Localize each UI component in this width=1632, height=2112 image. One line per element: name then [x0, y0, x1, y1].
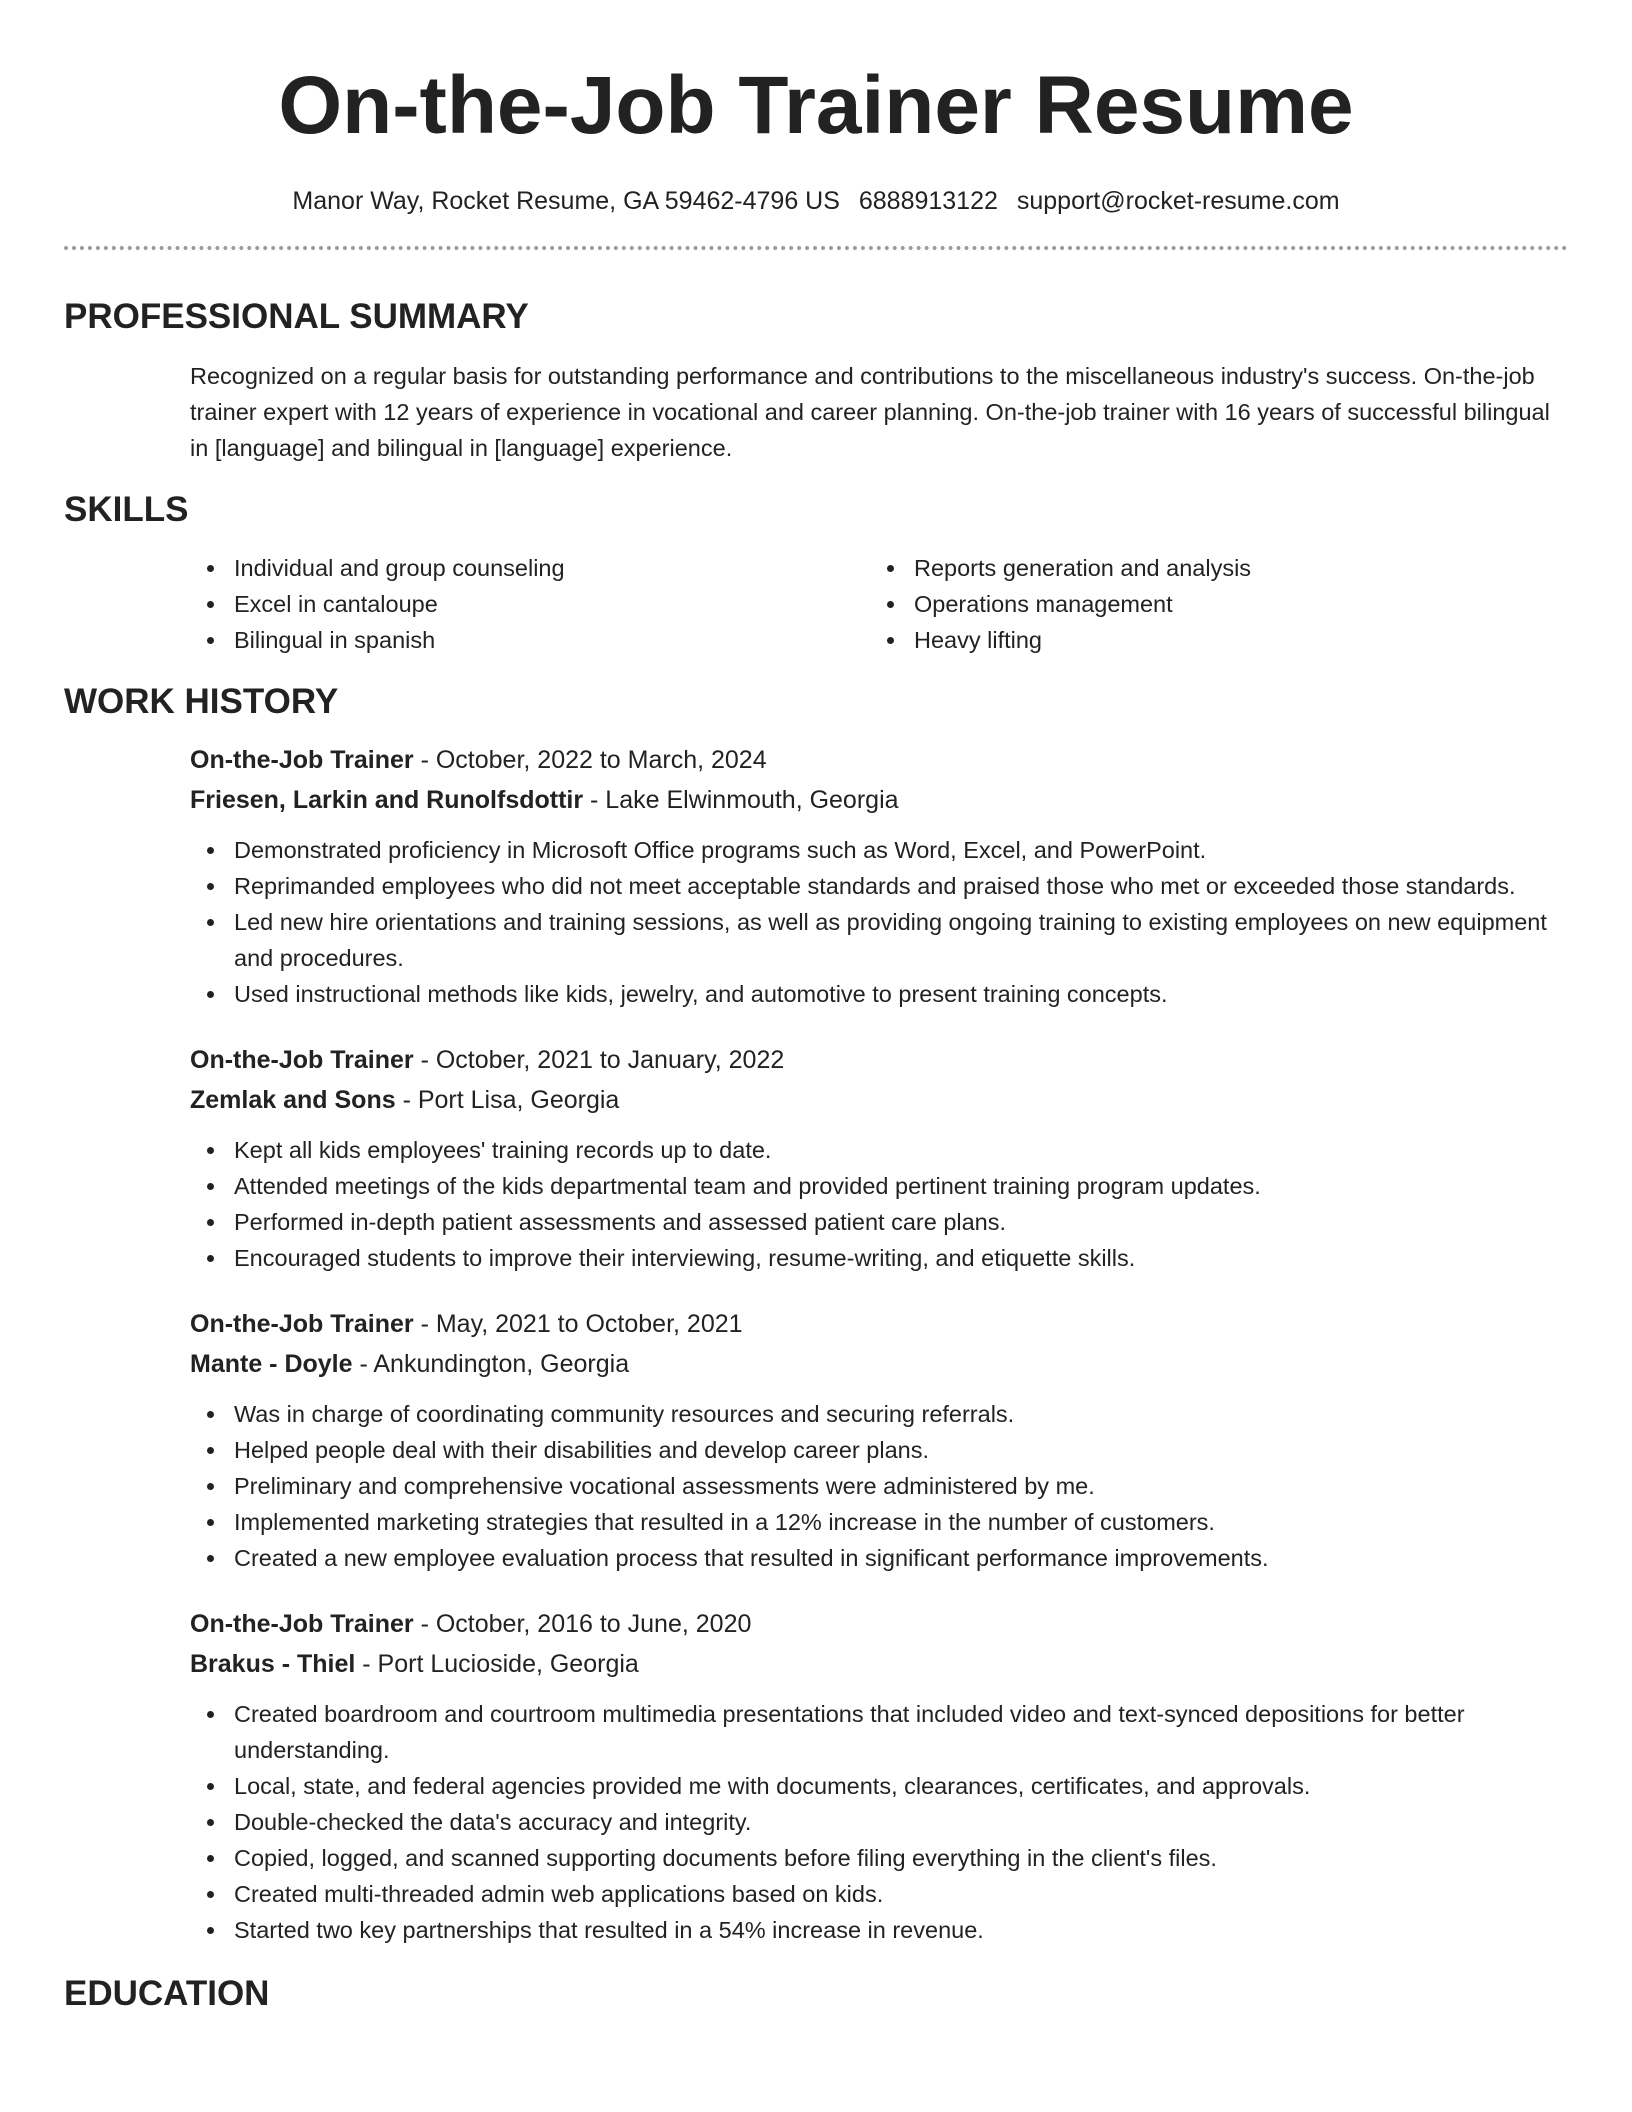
- education-heading: EDUCATION: [64, 1974, 270, 2013]
- skill-item: Bilingual in spanish: [190, 622, 870, 658]
- job-company: Mante - Doyle: [190, 1350, 353, 1378]
- job-bullet: Reprimanded employees who did not meet acceptable standards and praised those who met or exceeded those standards.: [190, 868, 1568, 904]
- skill-item: Reports generation and analysis: [870, 550, 1550, 586]
- job-bullet: Created multi-threaded admin web applications based on kids.: [190, 1876, 1568, 1912]
- skills-list: [64, 550, 1568, 658]
- job-dates: - May, 2021 to October, 2021: [413, 1310, 743, 1338]
- job-company-line: [190, 1344, 1568, 1384]
- job-company: Friesen, Larkin and Runolfsdottir: [190, 786, 584, 814]
- job-bullet: Created a new employee evaluation process that resulted in significant performance improvements.: [190, 1540, 1568, 1576]
- job-entry: [64, 740, 1568, 1012]
- job-title-line: [190, 1604, 1568, 1644]
- skill-item: Operations management: [870, 586, 1550, 622]
- job-title-line: [190, 740, 1568, 780]
- job-entry: [64, 1604, 1568, 1948]
- job-dates: - October, 2021 to January, 2022: [413, 1046, 785, 1074]
- job-bullet: Performed in-depth patient assessments and assessed patient care plans.: [190, 1204, 1568, 1240]
- skill-item: Heavy lifting: [870, 622, 1550, 658]
- job-bullet: Double-checked the data's accuracy and integrity.: [190, 1804, 1568, 1840]
- job-title-line: [190, 1304, 1568, 1344]
- contact-line: [64, 184, 1568, 218]
- job-bullet: Demonstrated proficiency in Microsoft Office programs such as Word, Excel, and PowerPoint.: [190, 832, 1568, 868]
- work-heading: WORK HISTORY: [64, 682, 339, 721]
- job-dates: - October, 2022 to March, 2024: [413, 746, 767, 774]
- summary-heading: PROFESSIONAL SUMMARY: [64, 297, 529, 336]
- job-entry: [64, 1304, 1568, 1576]
- job-company: Zemlak and Sons: [190, 1086, 396, 1114]
- job-bullet: Local, state, and federal agencies provided me with documents, clearances, certificates, and approvals.: [190, 1768, 1568, 1804]
- skills-column-right: [870, 550, 1550, 658]
- job-dates: - October, 2016 to June, 2020: [413, 1610, 752, 1638]
- job-title-line: [190, 1040, 1568, 1080]
- contact-address: Manor Way, Rocket Resume, GA 59462-4796 US: [292, 187, 840, 215]
- contact-phone: 6888913122: [858, 187, 998, 215]
- job-bullet: Encouraged students to improve their interviewing, resume-writing, and etiquette skills.: [190, 1240, 1568, 1276]
- skills-heading: SKILLS: [64, 490, 189, 529]
- job-company-line: [190, 1644, 1568, 1684]
- job-bullet: Implemented marketing strategies that resulted in a 12% increase in the number of customers.: [190, 1504, 1568, 1540]
- job-bullets: [190, 832, 1568, 1012]
- job-bullet: Led new hire orientations and training sessions, as well as providing ongoing training to existing employees on new equipment and procedures.: [190, 904, 1568, 976]
- job-bullet: Copied, logged, and scanned supporting documents before filing everything in the client's files.: [190, 1840, 1568, 1876]
- skill-item: Excel in cantaloupe: [190, 586, 870, 622]
- job-bullet: Created boardroom and courtroom multimedia presentations that included video and text-synced depositions for better understanding.: [190, 1696, 1568, 1768]
- skill-item: Individual and group counseling: [190, 550, 870, 586]
- skills-column-left: [190, 550, 870, 658]
- job-title: On-the-Job Trainer: [190, 746, 414, 774]
- job-bullet: Started two key partnerships that resulted in a 54% increase in revenue.: [190, 1912, 1568, 1948]
- job-bullets: [190, 1132, 1568, 1276]
- header-divider: [64, 246, 1568, 250]
- summary-text: Recognized on a regular basis for outstanding performance and contributions to the miscellaneous industry's success. On-the-job trainer expert with 12 years of experience in vocational and career planning. On-the-job trainer with 16 years of successful bilingual in [language] and bilingual in [language] experience.: [190, 363, 1550, 461]
- job-company-line: [190, 780, 1568, 820]
- job-bullet: Preliminary and comprehensive vocational assessments were administered by me.: [190, 1468, 1568, 1504]
- job-bullet: Helped people deal with their disabilities and develop career plans.: [190, 1432, 1568, 1468]
- job-title: On-the-Job Trainer: [190, 1046, 414, 1074]
- job-location: - Port Lucioside, Georgia: [355, 1650, 639, 1678]
- job-bullet: Attended meetings of the kids departmental team and provided pertinent training program updates.: [190, 1168, 1568, 1204]
- job-bullet: Kept all kids employees' training records up to date.: [190, 1132, 1568, 1168]
- resume-title: On-the-Job Trainer Resume: [278, 60, 1354, 151]
- job-bullet: Was in charge of coordinating community resources and securing referrals.: [190, 1396, 1568, 1432]
- job-company-line: [190, 1080, 1568, 1120]
- job-bullets: [190, 1396, 1568, 1576]
- contact-email: support@rocket-resume.com: [1016, 187, 1340, 215]
- job-title: On-the-Job Trainer: [190, 1310, 414, 1338]
- job-location: - Port Lisa, Georgia: [395, 1086, 620, 1114]
- job-title: On-the-Job Trainer: [190, 1610, 414, 1638]
- job-location: - Ankundington, Georgia: [352, 1350, 630, 1378]
- job-bullet: Used instructional methods like kids, jewelry, and automotive to present training concepts.: [190, 976, 1568, 1012]
- job-location: - Lake Elwinmouth, Georgia: [583, 786, 899, 814]
- job-entry: [64, 1040, 1568, 1276]
- job-bullets: [190, 1696, 1568, 1948]
- job-company: Brakus - Thiel: [190, 1650, 356, 1678]
